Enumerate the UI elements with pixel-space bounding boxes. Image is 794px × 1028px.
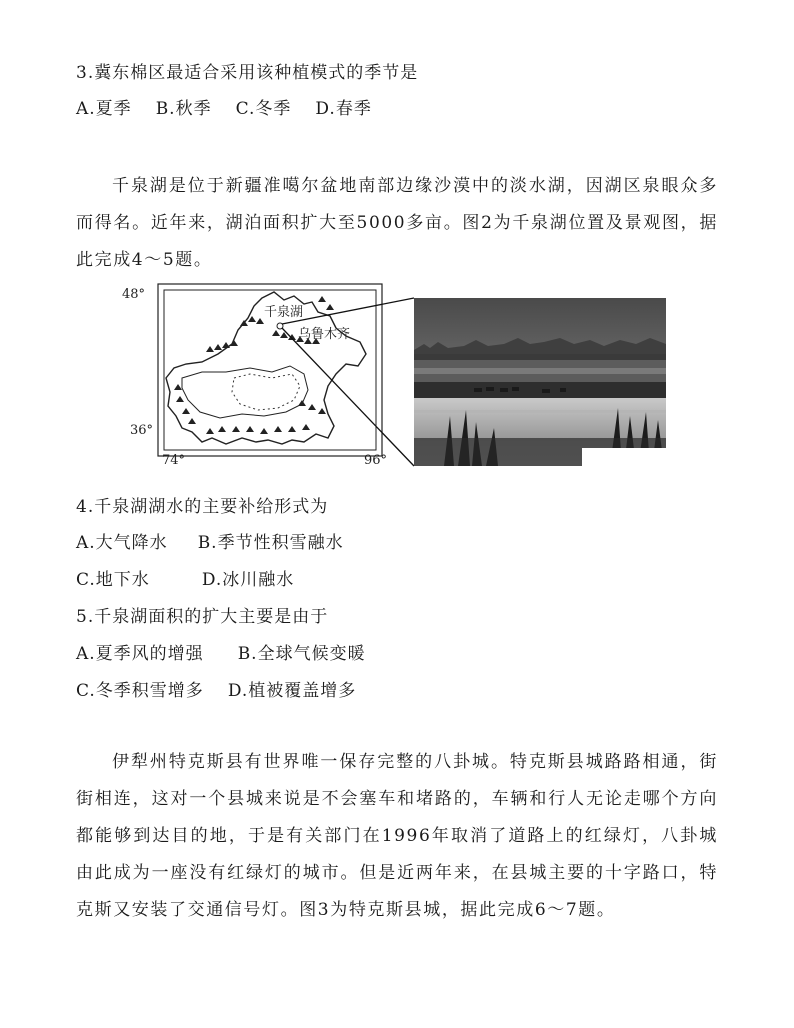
- q4-options-row-1: [76, 532, 344, 554]
- q5-option-d: D.植被覆盖增多: [227, 681, 357, 701]
- q3-option-a: A.夏季: [76, 99, 132, 119]
- q3-options: [76, 98, 372, 120]
- q3-option-c: C.冬季: [235, 99, 292, 119]
- q5-option-b: B.全球气候变暖: [237, 644, 366, 664]
- figure-2-location-and-landscape: [122, 282, 668, 468]
- qianquan-lake-label: 千泉湖: [264, 305, 304, 320]
- q4-option-c: C.地下水: [76, 570, 150, 590]
- q4-options-row-2: [76, 569, 294, 591]
- q3-stem: 3.冀东棉区最适合采用该种植模式的季节是: [76, 63, 419, 83]
- q5-options-row-1: [76, 643, 366, 665]
- q4-option-a: A.大气降水: [76, 533, 168, 553]
- q4-stem: 4.千泉湖湖水的主要补给形式为: [76, 497, 329, 517]
- mountain-symbols: [174, 296, 334, 434]
- urumqi-label: 乌鲁木齐: [298, 327, 351, 342]
- tarim-basin-outline: [182, 366, 308, 418]
- longitude-96-label: 96°: [364, 453, 388, 468]
- lake-landscape-photo: [414, 298, 666, 466]
- q5-stem: 5.千泉湖面积的扩大主要是由于: [76, 607, 329, 627]
- passage-tekes-county: 伊犁州特克斯县有世界唯一保存完整的八卦城。特克斯县城路路相通，街街相连，这对一个县城来说是不会塞车和堵路的，车辆和行人无论走哪个方向都能够到达目的地，于是有关部门在1996年取消了道路上的红绿灯，八卦城由此成为一座没有红绿灯的城市。但是近两年来，在县城主要的十字路口，特克斯又安装了交通信号灯。图3为特克斯县城，据此完成6～7题。: [76, 752, 718, 920]
- desert-dotted-boundary: [232, 374, 300, 410]
- q5-options-row-2: [76, 680, 356, 702]
- q4-option-b: B.季节性积雪融水: [197, 533, 344, 553]
- q3-option-b: B.秋季: [155, 99, 212, 119]
- landscape-illustration: [414, 298, 666, 466]
- q4-option-d: D.冰川融水: [201, 570, 295, 590]
- connector-line-bottom: [282, 328, 414, 466]
- longitude-74-label: 74°: [162, 453, 186, 468]
- latitude-36-label: 36°: [130, 423, 154, 438]
- latitude-48-label: 48°: [122, 287, 146, 302]
- passage-qianquan-lake: 千泉湖是位于新疆准噶尔盆地南部边缘沙漠中的淡水湖，因湖区泉眼众多而得名。近年来，湖泊面积扩大至5000多亩。图2为千泉湖位置及景观图，据此完成4～5题。: [76, 176, 718, 270]
- q3-option-d: D.春季: [315, 99, 372, 119]
- q5-option-c: C.冬季积雪增多: [76, 681, 204, 701]
- q5-option-a: A.夏季风的增强: [76, 644, 204, 664]
